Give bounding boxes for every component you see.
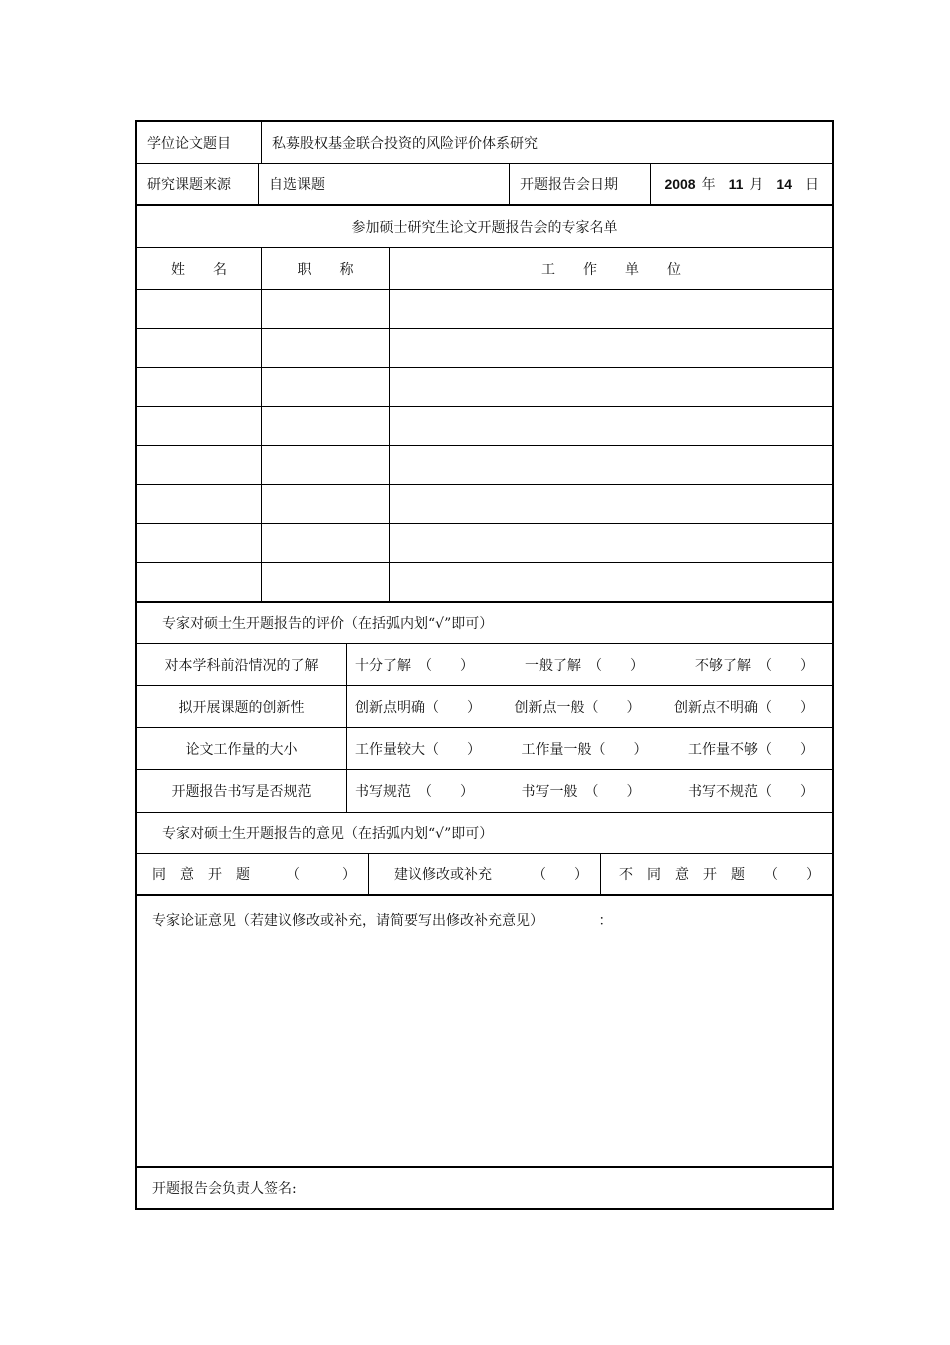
- checkbox-paren[interactable]: （ ）: [411, 657, 474, 674]
- evaluation-option-label: 十分了解: [355, 657, 411, 674]
- evaluation-row: [137, 728, 832, 770]
- expert-title-cell[interactable]: [262, 290, 390, 328]
- date-day-unit: 日: [805, 177, 819, 193]
- expert-row: [137, 485, 832, 524]
- expert-workplace-cell[interactable]: [390, 524, 832, 562]
- evaluation-option[interactable]: [355, 655, 474, 675]
- evaluation-option[interactable]: [695, 655, 814, 675]
- agree-label: 同 意 开 题: [152, 867, 250, 883]
- evaluation-option[interactable]: [522, 781, 641, 801]
- evaluation-option-label: 书写规范: [355, 784, 411, 800]
- expert-workplace-cell[interactable]: [390, 368, 832, 406]
- expert-name-cell[interactable]: [137, 290, 262, 328]
- expert-row: [137, 368, 832, 407]
- expert-title-cell[interactable]: [262, 446, 390, 484]
- evaluation-option-label: 书写一般: [521, 784, 578, 800]
- evaluation-option[interactable]: [674, 697, 814, 717]
- evaluation-row: [137, 644, 832, 686]
- evaluation-option[interactable]: [522, 739, 648, 759]
- opinion-title-row: [137, 812, 832, 854]
- expert-name-cell[interactable]: [137, 368, 262, 406]
- date-label: 开题报告会日期: [510, 164, 651, 204]
- expert-list-title-row: [137, 206, 832, 248]
- expert-workplace-cell[interactable]: [390, 329, 832, 367]
- checkbox-paren[interactable]: （ ）: [425, 699, 481, 716]
- source-date-row: [137, 164, 832, 206]
- header-workplace: 工 作 单 位: [541, 261, 681, 278]
- evaluation-option[interactable]: [688, 739, 814, 759]
- revise-option[interactable]: [369, 854, 601, 894]
- checkbox-paren[interactable]: （ ）: [411, 784, 474, 800]
- expert-row: [137, 290, 832, 329]
- date-year: 2008: [664, 176, 696, 192]
- evaluation-option-label: 不够了解: [695, 657, 751, 674]
- expert-title-cell[interactable]: [262, 524, 390, 562]
- date-month-unit: 月: [749, 177, 764, 193]
- expert-workplace-cell[interactable]: [390, 290, 832, 328]
- checkbox-paren[interactable]: （ ）: [758, 741, 814, 758]
- agree-paren[interactable]: （ ）: [286, 867, 356, 883]
- opinion-title: 专家对硕士生开题报告的意见（在括弧内划“√”即可）: [162, 826, 494, 842]
- expert-title-cell[interactable]: [262, 407, 390, 445]
- header-name: 姓 名: [137, 248, 262, 289]
- evaluation-row: [137, 686, 832, 728]
- evaluation-option[interactable]: [515, 697, 641, 717]
- expert-workplace-cell[interactable]: [390, 407, 832, 445]
- evaluation-options: [347, 644, 832, 685]
- expert-workplace-cell[interactable]: [390, 446, 832, 484]
- expert-rows: [137, 290, 832, 602]
- expert-list-title: 参加硕士研究生论文开题报告会的专家名单: [351, 219, 618, 236]
- comments-label-wrap: [137, 896, 612, 930]
- evaluation-option[interactable]: [688, 781, 814, 801]
- expert-row: [137, 407, 832, 446]
- evaluation-options: [347, 770, 832, 812]
- evaluation-criterion: 开题报告书写是否规范: [137, 770, 347, 812]
- thesis-title-value: 私募股权基金联合投资的风险评价体系研究: [272, 135, 538, 152]
- checkbox-paren[interactable]: （ ）: [758, 699, 814, 716]
- checkbox-paren[interactable]: （ ）: [425, 741, 481, 758]
- expert-workplace-cell[interactable]: [390, 563, 832, 601]
- disagree-paren[interactable]: （ ）: [764, 867, 820, 883]
- checkbox-paren[interactable]: （ ）: [584, 699, 641, 716]
- source-label: 研究课题来源: [137, 164, 259, 204]
- evaluation-rows: [137, 644, 832, 812]
- evaluation-criterion: 拟开展课题的创新性: [137, 686, 347, 727]
- expert-name-cell[interactable]: [137, 446, 262, 484]
- checkbox-paren[interactable]: （ ）: [751, 657, 814, 674]
- evaluation-option-label: 工作量不够: [688, 741, 758, 758]
- evaluation-option[interactable]: [355, 781, 474, 801]
- evaluation-option-label: 创新点不明确: [674, 699, 758, 716]
- expert-workplace-cell[interactable]: [390, 485, 832, 523]
- evaluation-option-label: 书写不规范: [688, 784, 758, 800]
- date-year-unit: 年: [701, 177, 716, 193]
- evaluation-options: [347, 686, 832, 727]
- comments-row[interactable]: [137, 896, 832, 1168]
- evaluation-option[interactable]: [525, 655, 644, 675]
- expert-name-cell[interactable]: [137, 407, 262, 445]
- expert-name-cell[interactable]: [137, 329, 262, 367]
- comments-colon: ：: [598, 913, 613, 929]
- evaluation-title-row: [137, 602, 832, 644]
- meeting-date: [651, 164, 832, 204]
- agree-option[interactable]: [137, 854, 369, 894]
- evaluation-row: [137, 770, 832, 812]
- thesis-title-row: [137, 122, 832, 164]
- evaluation-option[interactable]: [355, 697, 481, 717]
- expert-header-row: [137, 248, 832, 290]
- header-title: 职 称: [262, 248, 390, 289]
- expert-title-cell[interactable]: [262, 563, 390, 601]
- evaluation-option-label: 工作量较大: [355, 741, 425, 758]
- expert-name-cell[interactable]: [137, 485, 262, 523]
- checkbox-paren[interactable]: （ ）: [577, 784, 641, 800]
- signature-label: 开题报告会负责人签名:: [152, 1181, 297, 1197]
- evaluation-criterion: 对本学科前沿情况的了解: [137, 644, 347, 685]
- disagree-label: 不 同 意 开 题: [619, 867, 745, 883]
- expert-title-cell[interactable]: [262, 485, 390, 523]
- evaluation-option-label: 创新点明确: [355, 699, 425, 716]
- expert-row: [137, 524, 832, 563]
- expert-name-cell[interactable]: [137, 563, 262, 601]
- checkbox-paren[interactable]: （ ）: [758, 784, 814, 800]
- comments-label: 专家论证意见（若建议修改或补充，请简要写出修改补充意见）: [152, 913, 544, 929]
- expert-title-cell[interactable]: [262, 329, 390, 367]
- expert-title-cell[interactable]: [262, 368, 390, 406]
- expert-name-cell[interactable]: [137, 524, 262, 562]
- evaluation-option-label: 创新点一般: [514, 699, 585, 716]
- date-day: 14: [776, 176, 792, 192]
- evaluation-criterion: 论文工作量的大小: [137, 728, 347, 769]
- expert-row: [137, 563, 832, 602]
- evaluation-option-label: 工作量一般: [521, 741, 592, 758]
- opinion-options-row: [137, 854, 832, 896]
- expert-row: [137, 446, 832, 485]
- signature-row[interactable]: [137, 1168, 832, 1208]
- evaluation-title: 专家对硕士生开题报告的评价（在括弧内划“√”即可）: [162, 616, 494, 632]
- thesis-title-label: 学位论文题目: [137, 122, 262, 163]
- disagree-option[interactable]: [601, 854, 832, 894]
- checkbox-paren[interactable]: （ ）: [581, 657, 644, 674]
- evaluation-option-label: 一般了解: [525, 657, 581, 674]
- evaluation-option[interactable]: [355, 739, 481, 759]
- date-month: 11: [728, 176, 744, 192]
- expert-row: [137, 329, 832, 368]
- thesis-proposal-form: [135, 120, 834, 1210]
- revise-paren[interactable]: （ ）: [532, 867, 588, 883]
- evaluation-options: [347, 728, 832, 769]
- checkbox-paren[interactable]: （ ）: [591, 741, 648, 758]
- source-value: 自选课题: [259, 164, 510, 204]
- revise-label: 建议修改或补充: [394, 867, 492, 883]
